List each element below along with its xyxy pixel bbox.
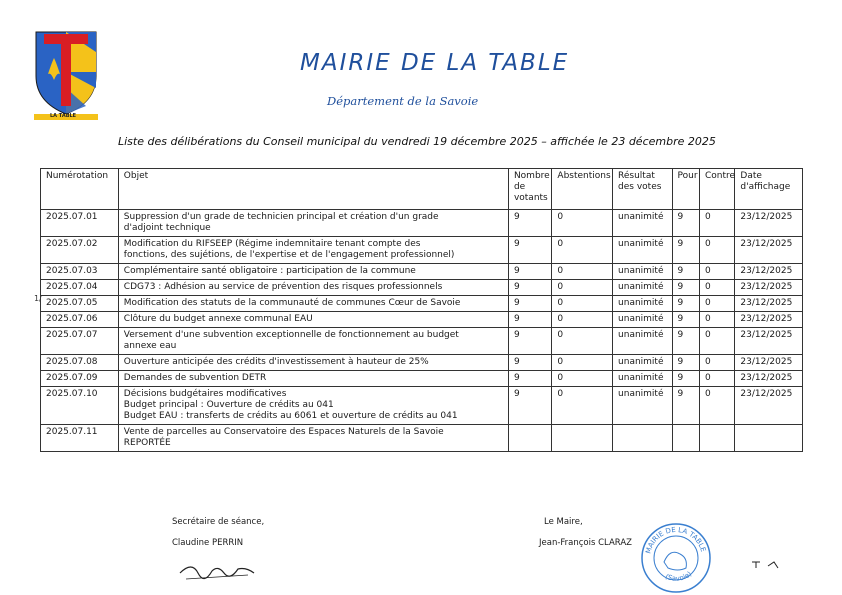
table-row bbox=[41, 425, 803, 452]
cell-abstentions: 0 bbox=[552, 264, 613, 280]
objet-line: Versement d'une subvention exceptionnelle de fonctionnement au budget bbox=[123, 330, 459, 340]
table-row bbox=[41, 210, 803, 237]
cell-objet bbox=[118, 280, 508, 296]
list-heading: Liste des délibérations du Conseil municipal du vendredi 19 décembre 2025 – affichée le 23 décembre 2025 bbox=[118, 135, 716, 148]
objet-line: Complémentaire santé obligatoire : participation de la commune bbox=[123, 266, 416, 276]
header-objet: Objet bbox=[118, 169, 508, 210]
cell-abstentions: 0 bbox=[552, 371, 613, 387]
cell-resultat: unanimité bbox=[613, 210, 672, 237]
cell-resultat: unanimité bbox=[613, 371, 672, 387]
mayor-signature bbox=[748, 554, 788, 574]
cell-date: 23/12/2025 bbox=[735, 355, 803, 371]
objet-line: Budget EAU : transferts de crédits au 6061 et ouverture de crédits au 041 bbox=[123, 411, 458, 421]
cell-numerotation: 2025.07.07 bbox=[41, 328, 119, 355]
cell-resultat: unanimité bbox=[613, 355, 672, 371]
objet-line: Clôture du budget annexe communal EAU bbox=[123, 314, 313, 324]
cell-votants bbox=[508, 425, 551, 452]
cell-objet bbox=[118, 237, 508, 264]
cell-pour: 9 bbox=[672, 264, 699, 280]
cell-contre: 0 bbox=[699, 387, 734, 425]
cell-contre: 0 bbox=[699, 371, 734, 387]
objet-line: Modification du RIFSEEP (Régime indemnitaire tenant compte des bbox=[123, 239, 421, 249]
cell-votants: 9 bbox=[508, 387, 551, 425]
secretary-name: Claudine PERRIN bbox=[172, 538, 244, 548]
cell-abstentions: 0 bbox=[552, 355, 613, 371]
page-marker: 1/ bbox=[34, 294, 42, 303]
cell-resultat: unanimité bbox=[613, 296, 672, 312]
cell-numerotation: 2025.07.05 bbox=[41, 296, 119, 312]
cell-resultat bbox=[613, 425, 672, 452]
objet-line: fonctions, des sujétions, de l'expertise et de l'engagement professionnel) bbox=[123, 250, 455, 260]
cell-date: 23/12/2025 bbox=[735, 371, 803, 387]
cell-pour: 9 bbox=[672, 237, 699, 264]
cell-date: 23/12/2025 bbox=[735, 312, 803, 328]
cell-abstentions: 0 bbox=[552, 210, 613, 237]
header-contre: Contre bbox=[699, 169, 734, 210]
cell-date: 23/12/2025 bbox=[735, 296, 803, 312]
cell-objet bbox=[118, 296, 508, 312]
commune-crest-logo bbox=[34, 28, 98, 120]
table-row bbox=[41, 355, 803, 371]
cell-votants: 9 bbox=[508, 355, 551, 371]
cell-contre: 0 bbox=[699, 210, 734, 237]
secretary-signature bbox=[178, 555, 258, 585]
cell-date: 23/12/2025 bbox=[735, 387, 803, 425]
mayor-name: Jean-François CLARAZ bbox=[539, 538, 633, 548]
header-pour: Pour bbox=[672, 169, 699, 210]
table-row bbox=[41, 280, 803, 296]
cell-abstentions: 0 bbox=[552, 328, 613, 355]
cell-pour: 9 bbox=[672, 312, 699, 328]
crest-banner-text: LA TABLE bbox=[50, 113, 77, 119]
cell-date: 23/12/2025 bbox=[735, 237, 803, 264]
cell-numerotation: 2025.07.04 bbox=[41, 280, 119, 296]
cell-resultat: unanimité bbox=[613, 280, 672, 296]
objet-line: Vente de parcelles au Conservatoire des Espaces Naturels de la Savoie bbox=[123, 427, 444, 437]
cell-pour: 9 bbox=[672, 387, 699, 425]
mayor-label: Le Maire, bbox=[544, 517, 583, 527]
cell-contre: 0 bbox=[699, 280, 734, 296]
cell-contre bbox=[699, 425, 734, 452]
table-row bbox=[41, 264, 803, 280]
town-hall-stamp bbox=[640, 522, 712, 594]
table-row bbox=[41, 312, 803, 328]
objet-line: Budget principal : Ouverture de crédits au 041 bbox=[123, 400, 334, 410]
cell-votants: 9 bbox=[508, 296, 551, 312]
cell-numerotation: 2025.07.08 bbox=[41, 355, 119, 371]
cell-numerotation: 2025.07.02 bbox=[41, 237, 119, 264]
cell-abstentions: 0 bbox=[552, 312, 613, 328]
header-abstentions: Abstentions bbox=[552, 169, 613, 210]
cell-numerotation: 2025.07.10 bbox=[41, 387, 119, 425]
objet-line: annexe eau bbox=[123, 341, 177, 351]
cell-objet bbox=[118, 387, 508, 425]
secretary-label: Secrétaire de séance, bbox=[172, 517, 265, 527]
cell-resultat: unanimité bbox=[613, 328, 672, 355]
cell-pour: 9 bbox=[672, 328, 699, 355]
cell-numerotation: 2025.07.01 bbox=[41, 210, 119, 237]
header-votants: Nombre de votants bbox=[508, 169, 551, 210]
cell-objet bbox=[118, 328, 508, 355]
cell-pour: 9 bbox=[672, 371, 699, 387]
deliberations-table bbox=[40, 168, 803, 452]
cell-votants: 9 bbox=[508, 328, 551, 355]
cell-pour: 9 bbox=[672, 210, 699, 237]
cell-resultat: unanimité bbox=[613, 237, 672, 264]
page-subtitle: Département de la Savoie bbox=[327, 94, 479, 108]
objet-line: CDG73 : Adhésion au service de prévention des risques professionnels bbox=[123, 282, 443, 292]
cell-votants: 9 bbox=[508, 237, 551, 264]
table-row bbox=[41, 328, 803, 355]
header-date: Date d'affichage bbox=[735, 169, 803, 210]
svg-text:MAIRIE DE LA TABLE bbox=[644, 526, 707, 555]
table-row bbox=[41, 371, 803, 387]
cell-date bbox=[735, 425, 803, 452]
cell-date: 23/12/2025 bbox=[735, 280, 803, 296]
cell-contre: 0 bbox=[699, 264, 734, 280]
cell-numerotation: 2025.07.09 bbox=[41, 371, 119, 387]
objet-line: Ouverture anticipée des crédits d'investissement à hauteur de 25% bbox=[123, 357, 429, 367]
table-row bbox=[41, 237, 803, 264]
stamp-top-text: MAIRIE DE LA TABLE bbox=[644, 525, 708, 555]
svg-text:(Savoie) bbox=[664, 570, 693, 583]
cell-resultat: unanimité bbox=[613, 387, 672, 425]
cell-date: 23/12/2025 bbox=[735, 328, 803, 355]
table-row bbox=[41, 387, 803, 425]
cell-numerotation: 2025.07.03 bbox=[41, 264, 119, 280]
cell-date: 23/12/2025 bbox=[735, 210, 803, 237]
cell-objet bbox=[118, 355, 508, 371]
objet-line: REPORTÉE bbox=[123, 438, 171, 448]
header-numerotation: Numérotation bbox=[41, 169, 119, 210]
cell-pour: 9 bbox=[672, 355, 699, 371]
objet-line: Modification des statuts de la communauté de communes Cœur de Savoie bbox=[123, 298, 461, 308]
cell-abstentions: 0 bbox=[552, 296, 613, 312]
cell-votants: 9 bbox=[508, 371, 551, 387]
cell-abstentions: 0 bbox=[552, 237, 613, 264]
objet-line: d'adjoint technique bbox=[123, 223, 211, 233]
cell-contre: 0 bbox=[699, 237, 734, 264]
cell-numerotation: 2025.07.06 bbox=[41, 312, 119, 328]
cell-numerotation: 2025.07.11 bbox=[41, 425, 119, 452]
cell-contre: 0 bbox=[699, 296, 734, 312]
cell-contre: 0 bbox=[699, 312, 734, 328]
cell-resultat: unanimité bbox=[613, 312, 672, 328]
cell-abstentions: 0 bbox=[552, 280, 613, 296]
cell-votants: 9 bbox=[508, 312, 551, 328]
objet-line: Suppression d'un grade de technicien principal et création d'un grade bbox=[123, 212, 439, 222]
cell-votants: 9 bbox=[508, 264, 551, 280]
cell-votants: 9 bbox=[508, 210, 551, 237]
cell-objet bbox=[118, 425, 508, 452]
page-title: MAIRIE DE LA TABLE bbox=[300, 50, 570, 76]
cell-objet bbox=[118, 371, 508, 387]
cell-resultat: unanimité bbox=[613, 264, 672, 280]
cell-abstentions: 0 bbox=[552, 387, 613, 425]
cell-contre: 0 bbox=[699, 328, 734, 355]
table-header-row bbox=[41, 169, 803, 210]
cell-date: 23/12/2025 bbox=[735, 264, 803, 280]
cell-objet bbox=[118, 264, 508, 280]
cell-pour bbox=[672, 425, 699, 452]
cell-votants: 9 bbox=[508, 280, 551, 296]
objet-line: Décisions budgétaires modificatives bbox=[123, 389, 287, 399]
table-row bbox=[41, 296, 803, 312]
cell-objet bbox=[118, 210, 508, 237]
cell-contre: 0 bbox=[699, 355, 734, 371]
cell-pour: 9 bbox=[672, 296, 699, 312]
cell-abstentions bbox=[552, 425, 613, 452]
objet-line: Demandes de subvention DETR bbox=[123, 373, 267, 383]
cell-pour: 9 bbox=[672, 280, 699, 296]
cell-objet bbox=[118, 312, 508, 328]
header-resultat: Résultat des votes bbox=[613, 169, 672, 210]
stamp-bottom-text: (Savoie) bbox=[663, 569, 694, 583]
